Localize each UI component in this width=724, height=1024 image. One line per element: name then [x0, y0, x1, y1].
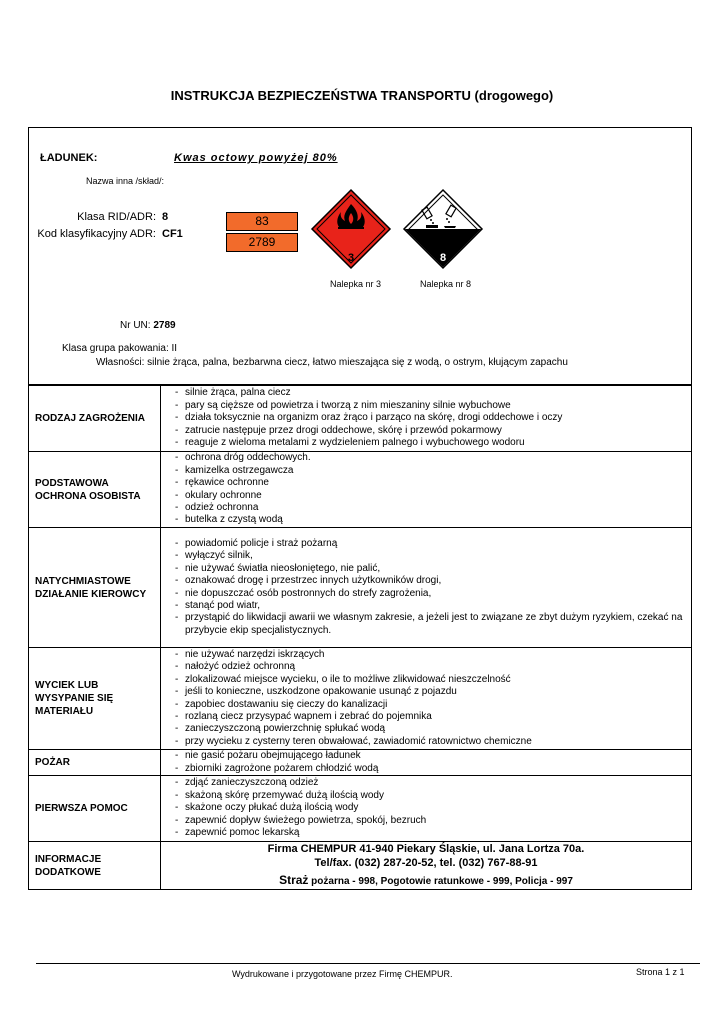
list-item: - nie dopuszczać osób postronnych do strefy zagrożenia,	[175, 588, 691, 600]
list-item: - zatrucie następuje przez drogi oddechowe, skórę i przewód pokarmowy	[175, 425, 691, 437]
section-label: WYCIEK LUB WYSYPANIE SIĘ MATERIAŁU	[29, 648, 161, 750]
section-label: PODSTAWOWA OCHRONA OSOBISTA	[29, 452, 161, 528]
list-item: - jeśli to konieczne, uszkodzone opakowanie usunąć z pojazdu	[175, 686, 691, 698]
list-item: - wyłączyć silnik,	[175, 550, 691, 562]
packing-group: Klasa grupa pakowania: II	[62, 343, 178, 354]
list-item: - powiadomić policje i straż pożarną	[175, 538, 691, 550]
properties-label: Własności:	[96, 357, 145, 368]
list-item: - działa toksycznie na organizm oraz żrąco i parząco na skórę, drogi oddechowe i oczy	[175, 412, 691, 424]
list-item: - zapewnić dopływ świeżego powietrza, spokój, bezruch	[175, 815, 691, 827]
classification-value: CF1	[162, 228, 183, 240]
section-list	[175, 452, 691, 526]
section-list	[175, 649, 691, 748]
section-label: PIERWSZA POMOC	[29, 776, 161, 842]
list-item: - ochrona dróg oddechowych.	[175, 452, 691, 464]
list-item: - zapewnić pomoc lekarską	[175, 827, 691, 839]
section-label: RODZAJ ZAGROŻENIA	[29, 386, 161, 452]
section-row	[29, 750, 692, 776]
list-item: - stanąć pod wiatr,	[175, 600, 691, 612]
list-item: - skażone oczy płukać dużą ilością wody	[175, 802, 691, 814]
list-item: - przy wycieku z cysterny teren obwałować, zawiadomić ratownictwo chemiczne	[175, 736, 691, 748]
emergency-lead: Straż	[279, 873, 309, 887]
section-row	[29, 776, 692, 842]
section-label: POŻAR	[29, 750, 161, 776]
list-item: - skażoną skórę przemywać dużą ilością wody	[175, 790, 691, 802]
list-item: - zdjąć zanieczyszczoną odzież	[175, 777, 691, 789]
list-item: - nie używać światła nieosłoniętego, nie palić,	[175, 563, 691, 575]
footer-note: Wydrukowane i przygotowane przez Firmę CHEMPUR.	[232, 969, 453, 979]
list-item: - nie gasić pożaru obejmującego ładunek	[175, 750, 691, 762]
section-row	[29, 648, 692, 750]
un-label: Nr UN:	[120, 320, 151, 331]
properties-value: silnie żrąca, palna, bezbarwna ciecz, łatwo mieszająca się z wodą, o ostrym, kłującym zapachu	[147, 357, 568, 368]
rid-adr-value: 8	[162, 211, 169, 223]
list-item: - reaguje z wieloma metalami z wydzieleniem palnego i wybuchowego wodoru	[175, 437, 691, 449]
section-label: NATYCHMIASTOWE DZIAŁANIE KIEROWCY	[29, 528, 161, 648]
list-item: - zanieczyszczoną powierzchnię spłukać wodą	[175, 723, 691, 735]
list-item: - oznakować drogę i przestrzec innych użytkowników drogi,	[175, 575, 691, 587]
classification-label: Kod klasyfikacyjny ADR:	[37, 228, 156, 240]
company-phone: Tel/fax. (032) 287-20-52, tel. (032) 767-88-91	[314, 857, 538, 869]
company-address: Firma CHEMPUR 41-940 Piekary Śląskie, ul. Jana Lortza 70a.	[267, 843, 585, 855]
label8-caption: Nalepka nr 8	[420, 279, 472, 289]
list-item: - przystąpić do likwidacji awarii we własnym zakresie, a jeżeli jest to związane ze zbyt dużym ryzykiem, czekać na przybycie ekip specjalistycznych.	[175, 612, 691, 637]
hazard-number-panel: 83	[226, 212, 298, 231]
list-item: - silnie żrąca, palna ciecz	[175, 387, 691, 399]
un-number-panel: 2789	[226, 233, 298, 252]
safety-table	[28, 385, 692, 890]
section-list	[175, 387, 691, 449]
section-list	[175, 777, 691, 839]
info-label: INFORMACJE DODATKOWE	[29, 842, 161, 890]
rid-adr-label: Klasa RID/ADR:	[77, 211, 156, 223]
list-item: - zbiorniki zagrożone pożarem chłodzić wodą	[175, 763, 691, 775]
list-item: - kamizelka ostrzegawcza	[175, 465, 691, 477]
cargo-name: Kwas octowy powyżej 80%	[174, 152, 338, 164]
footer-rule	[36, 963, 700, 964]
list-item: - okulary ochronne	[175, 490, 691, 502]
list-item: - odzież ochronna	[175, 502, 691, 514]
section-list	[175, 538, 691, 637]
label3-number: 3	[347, 252, 355, 264]
page-title: INSTRUKCJA BEZPIECZEŃSTWA TRANSPORTU (drogowego)	[170, 88, 554, 103]
section-row	[29, 386, 692, 452]
section-row	[29, 528, 692, 648]
list-item: - zapobiec dostawaniu się cieczy do kanalizacji	[175, 699, 691, 711]
list-item: - butelka z czystą wodą	[175, 514, 691, 526]
emergency-rest: pożarna - 998, Pogotowie ratunkowe - 999, Policja - 997	[308, 876, 573, 887]
properties-line	[96, 357, 568, 368]
section-list	[175, 750, 691, 775]
page-number: Strona 1 z 1	[636, 967, 685, 977]
info-row	[29, 842, 692, 890]
list-item: - rozlaną ciecz przysypać wapnem i zebrać do pojemnika	[175, 711, 691, 723]
other-name-label: Nazwa inna /skład/:	[86, 176, 165, 186]
label3-caption: Nalepka nr 3	[330, 279, 382, 289]
list-item: - nałożyć odzież ochronną	[175, 661, 691, 673]
flammable-hazard-label	[310, 188, 392, 270]
label8-number: 8	[439, 252, 447, 264]
list-item: - nie używać narzędzi iskrzących	[175, 649, 691, 661]
section-row	[29, 452, 692, 528]
list-item: - rękawice ochronne	[175, 477, 691, 489]
emergency-numbers	[161, 873, 691, 889]
corrosive-hazard-label	[402, 188, 484, 270]
un-value: 2789	[153, 320, 176, 331]
cargo-label: ŁADUNEK:	[40, 152, 98, 164]
list-item: - zlokalizować miejsce wycieku, o ile to możliwe zlikwidować nieszczelność	[175, 674, 691, 686]
list-item: - pary są cięższe od powietrza i tworzą z nim mieszaniny silnie wybuchowe	[175, 400, 691, 412]
un-number-line	[120, 320, 176, 331]
